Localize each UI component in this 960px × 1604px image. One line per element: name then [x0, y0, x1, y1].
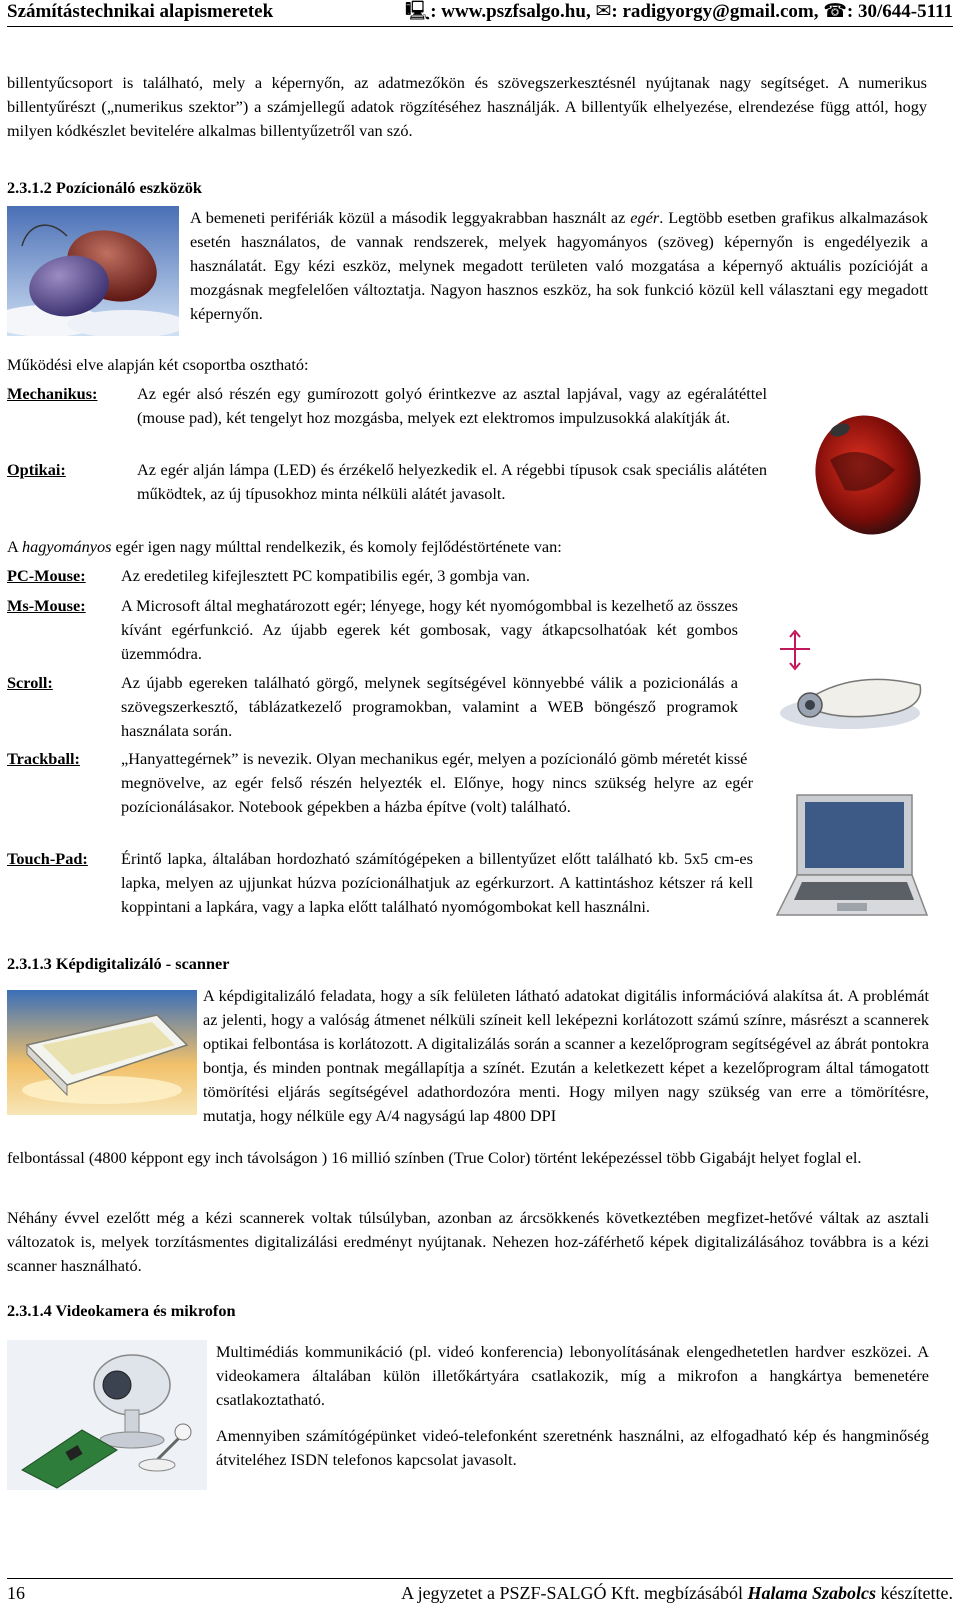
section-heading-video: 2.3.1.4 Videokamera és mikrofon [7, 1301, 236, 1320]
positioning-paragraph [190, 206, 928, 326]
intro-paragraph: billentyűcsoport is található, mely a képernyőn, az adatmezőkön és szövegszerkesztésnél nyújtanak nagy segítséget. A numerikus billentyűrészt („numerikus szektor”) a számjellegű adatok rögzítéséhez használják. A billentyűk elhelyezése, elrendezése függ attól, hogy milyen kódkészlet bevitelére alkalmas billentyűzetről van szó. [7, 73, 927, 140]
desc-mechanical: Az egér alsó részén egy gumírozott golyó érintkezve az asztal lapjával, vagy az egéralátéttel (mouse pad), két tengelyt hoz mozgásba, melyek ezt elektromos impulzusokká alakítják át. [137, 384, 767, 427]
scanner-paragraph-1-bottom: felbontással (4800 képpont egy inch távolságon ) 16 millió színben (True Color) történt leképezéssel több Gigabájt helyet foglal el. [7, 1148, 862, 1167]
page-number: 16 [7, 1583, 25, 1603]
laptop-image [772, 790, 932, 930]
credit-suffix: készítette. [876, 1583, 953, 1603]
envelope-icon: ✉ [595, 1, 612, 22]
header-email: : radigyorgy@gmail.com, [611, 1, 819, 22]
traditional-after: egér igen nagy múlttal rendelkezik, és komoly fejlődéstörténete van: [111, 537, 562, 556]
traditional-em: hagyományos [21, 537, 112, 556]
desc-trackball-line1: „Hanyattegérnek” is nevezik. Olyan mechanikus egér, melyen a pozícionáló gömb méretét kissé [121, 749, 748, 768]
positioning-para-em: egér [630, 208, 660, 227]
term-optical: Optikai: [7, 460, 66, 479]
desc-touchpad: Érintő lapka, általában hordozható számítógépeken a billentyűzet előtt található kb. 5x5 cm-es lapka, melyen az ujjunkat húzva pozícionálhatjuk az egérkurzort. A kattintáshoz kétszer rá kell koppintani a lapkára, vagy a lapka előtt található nyomógombokat kell használni. [121, 849, 753, 916]
desc-trackball-rest: megnövelve, az egér felső részén helyezték el. Előnye, hogy nincs szükség helyre az egér pozícionálásakor. Notebook gépekben a házba építve (volt) található. [121, 773, 753, 816]
desc-optical: Az egér alján lámpa (LED) és érzékelő helyezkedik el. A régebbi típusok csak speciális alátéten működtek, az új típusokhoz minta nélküli alátét javasolt. [137, 460, 767, 503]
page-footer [7, 1578, 953, 1603]
desc-pc-mouse: Az eredetileg kifejlesztett PC kompatibilis egér, 3 gombja van. [121, 566, 530, 585]
header-contact [405, 1, 953, 23]
header-phone: : 30/644-5111 [846, 1, 953, 22]
traditional-before: A [7, 537, 22, 556]
video-paragraph-2: Amennyiben számítógépünket videó-telefonként szeretnénk használni, az elfogadható kép és hangminőség átviteléhez ISDN telefonos kapcsolat javasolt. [216, 1426, 929, 1469]
footer-credit [401, 1582, 953, 1604]
header-website: : www.pszfsalgo.hu, [430, 1, 591, 22]
scroll-mouse-hand-image [760, 625, 930, 735]
desc-ms-mouse: A Microsoft által meghatározott egér; lényege, hogy két nyomógombbal is kezelhető az összes kívánt egérfunkció. Az újabb egerek két gombosak, vagy átkapcsolhatóak két gombos üzemmódra. [121, 596, 738, 663]
section-heading-scanner: 2.3.1.3 Képdigitalizáló - scanner [7, 954, 230, 973]
section-heading-positioning: 2.3.1.2 Pozícionáló eszközök [7, 178, 202, 197]
webcam-microphone-image [7, 1340, 207, 1490]
scanner-paragraph-2: Néhány évvel ezelőtt még a kézi scannerek voltak túlsúlyban, azonban az árcsökkenés következtében megfizet-hetővé váltak az asztali változatok is, melyek torzításmentes digitalizálási eredményt nyújtanak. Nehezen hoz-záférhető képek digitalizálásához továbbra is a kézi scanner használható. [7, 1208, 929, 1275]
telephone-icon: ☎ [823, 1, 847, 22]
credit-author: Halama Szabolcs [747, 1583, 877, 1603]
positioning-para-after: . Legtöbb esetben grafikus alkalmazások esetén használatos, de vannak rendszerek, melyek hagyományos (szöveg) képernyőn is engedélyezik a használatát. Egy kézi eszköz, melynek megadott területen való mozgatása a képernyő aktuális pozícióját a mozgásnak megfelelően változtatja. Nagyon hasznos eszköz, ha sok funkció közül kell választani egy megadott képernyőn. [190, 208, 928, 323]
page-header [7, 0, 953, 27]
term-ms-mouse: Ms-Mouse: [7, 596, 86, 615]
term-trackball: Trackball: [7, 749, 80, 768]
desc-scroll: Az újabb egereken található görgő, melynek segítségével könnyebbé válik a pozicionálás a szövegszerkesztő, táblázatkezelő programokban, valamint a WEB böngésző programok használata során. [121, 673, 738, 740]
header-title: Számítástechnikai alapismeretek [7, 1, 274, 22]
optical-mouse-image [800, 400, 935, 540]
positioning-para-before: A bemeneti perifériák közül a második leggyakrabban használt az [190, 208, 631, 227]
computer-icon: 🖳 [404, 1, 431, 22]
traditional-intro [7, 535, 562, 559]
operating-principle-text: Működési elve alapján két csoportba osztható: [7, 355, 309, 374]
mice-on-clouds-image [7, 206, 179, 336]
scanner-paragraph-1-top: A képdigitalizáló feladata, hogy a sík felületen látható adatokat digitális információvá alakítsa át. A problémát az jelenti, hogy a valóság átmenet nélküli színeit kell leképezni korlátozott számú színre, másrészt a scannerek optikai felbontása is korlátozott. A digitalizálás során a scanner a kezelőprogram segítségével az ábrát pontokra bontja, és minden pontnak megállapítja a színét. Ezután a keletkezett képet a kezelőprogram által támogatott tömörítési eljárás segítségével adathordozóra menti. Hogy milyen nagy szükség van erre a tömörítésre, mutatja, hogy nélküle egy A/4 nagyságú lap 4800 DPI [203, 986, 929, 1125]
term-scroll: Scroll: [7, 673, 53, 692]
video-paragraph-1: Multimédiás kommunikáció (pl. videó konferencia) lebonyolításának elengedhetetlen hardver eszközei. A videokamera általában külön illetőkártyára csatlakozik, míg a mikrofon a hangkártya bemenetére csatlakoztatható. [216, 1342, 929, 1409]
credit-prefix: A jegyzetet a PSZF-SALGÓ Kft. megbízásából [401, 1583, 748, 1603]
term-touchpad: Touch-Pad: [7, 849, 88, 868]
term-pc-mouse: PC-Mouse: [7, 566, 86, 585]
scanner-image [7, 990, 197, 1115]
term-mechanical: Mechanikus: [7, 384, 98, 403]
